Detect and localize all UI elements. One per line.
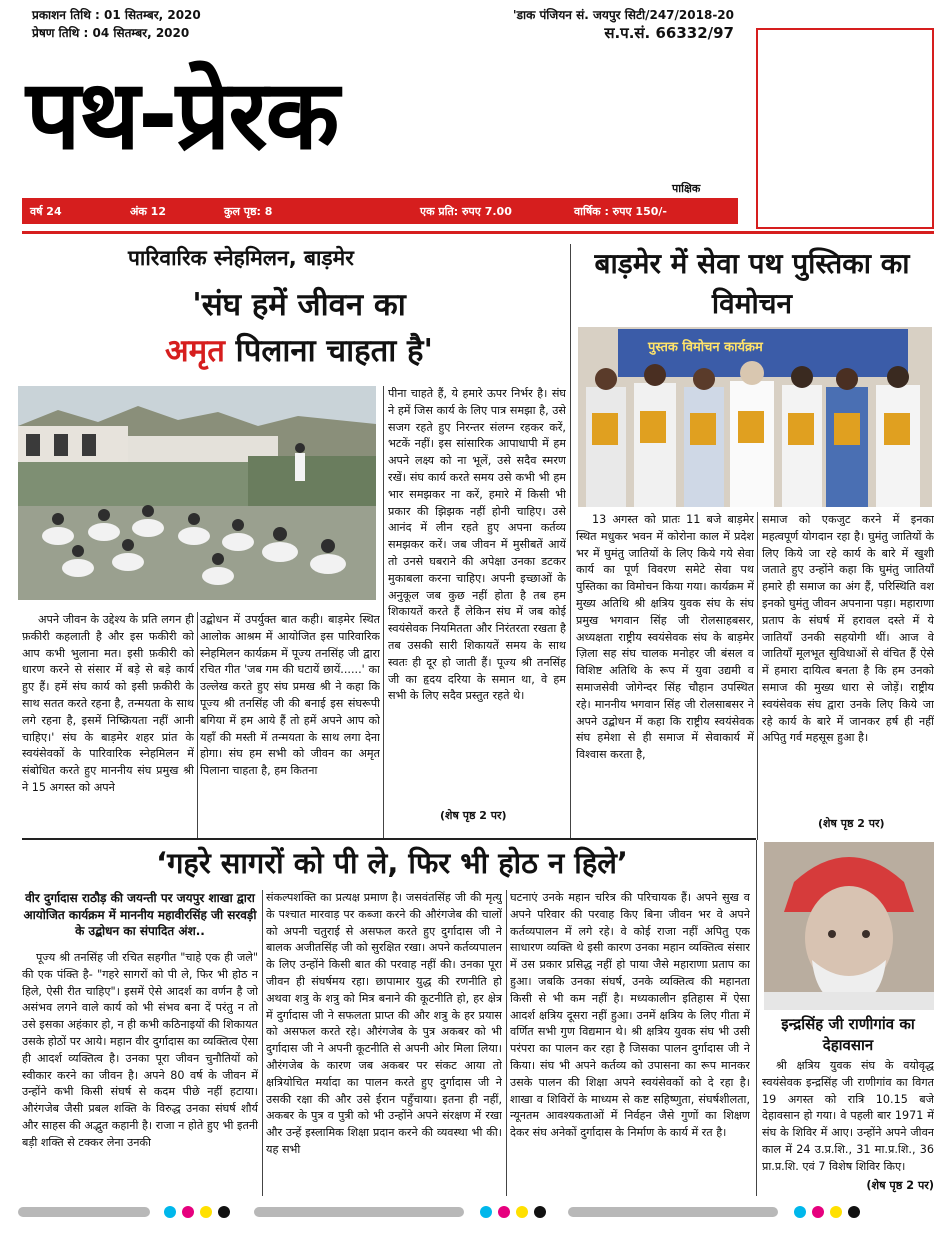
durgadas-headline: ‘गहरे सागरों को पी ले, फिर भी होठ न हिले’	[156, 846, 628, 880]
meeting-photo	[18, 386, 376, 600]
year-label: वर्ष 24	[30, 205, 62, 218]
photo-banner-text: पुस्तक विमोचन कार्यक्रम	[648, 340, 763, 355]
lead-story-column-1: अपने जीवन के उद्देश्य के प्रति लगन ही फ़कीरी कहलाती है और इस फकीरी को आप कभी भुलाना मत। इसी फ़कीरी को धारण करने से संसार में बड़े से बड़े कार्य हुए हैं। हमें संघ कार्य को इसी फ़कीरी के साथ सतत करते रहना है, तन्मयता के साथ लगे रहना है, इसमें निष्क्रियता नहीं आनी चाहिए।' संघ के बाड़मेर शहर प्रांत के स्वयंसेवकों के पारिवारिक स्नेहमिलन में संबोधित करते हुए माननीय संघ प्रमुख श्री ने 15 अगस्त को अपने	[22, 613, 194, 794]
address-stamp-box	[756, 28, 934, 229]
release-headline: बाड़मेर में सेवा पथ पुस्तिका का विमोचन	[594, 247, 910, 320]
annual-price: वार्षिक : रुपए 150/-	[574, 205, 667, 218]
frequency-label: पाक्षिक	[672, 182, 701, 195]
book-release-photo-image	[578, 327, 932, 507]
obituary-continued-note: (शेष पृष्ठ 2 पर)	[866, 1178, 934, 1192]
lead-continued-note: (शेष पृष्ठ 2 पर)	[440, 809, 507, 822]
obituary-body: श्री क्षत्रिय युवक संघ के वयोवृद्ध स्वयंसेवक इन्द्रसिंह जी राणीगांव का विगत 19 अगस्त को रात्रि 10.15 बजे देहावसान हो गया। वे पहली बार 1971 में संघ के शिविर में आए। उन्होंने अपने जीवन काल में 24 उ.प्र.शि., 31 मा.प्र.शि., 36 प्रा.प्र.शि. एवं 7 विशेष शिविर किए।	[762, 1059, 934, 1173]
rni-number: स.प.सं. 66332/97	[604, 24, 734, 42]
column-divider	[197, 612, 198, 840]
single-copy-price: एक प्रति: रुपए 7.00	[420, 205, 512, 218]
lead-headline-line2	[44, 328, 554, 374]
pages-label: कुल पृष्ठ: 8	[224, 205, 273, 218]
newspaper-title: पथ-प्रेरक	[26, 59, 338, 171]
cyan-dot	[164, 1206, 176, 1218]
durgadas-column-2: संकल्पशक्ति का प्रत्यक्ष प्रमाण है। जसवंतसिंह जी की मृत्यु के पश्चात मारवाड़ पर कब्जा करने की औरंगजेब की चालों को अपनी चतुराई से असफल करते हुए दुर्गादास जी ने बालक अजीतसिंह जी को सुरक्षित रखा। अपने कर्तव्यपालन के लिए उन्होंने किसी बात की परवाह नहीं की। उनका पूरा जीवन ही संघर्षमय रहा। छापामार युद्ध की रणनीति हो अथवा शत्रु के शत्रु को मित्र बनाने की कूटनीति हो, हर क्षेत्र में दुर्गादास जी ने सफलता प्राप्त की और शत्रु के हर प्रयास को असफल करते रहे। औरंगजेब के पुत्र अकबर को भी दुर्गादास जी ने अपनी कूटनीति से अपनी ओर मिला लिया। औरंगजेब के कारण जब अकबर पर संकट आया तो क्षत्रियोचित मर्यादा का पालन करते हुए दुर्गादास जी ने उसकी रक्षा की और उसे ईरान पहुँचाया। इतना ही नहीं, अकबर के पुत्र व पुत्री को भी उन्होंने अपने संरक्षण में रखा और उन्हें इस्लामिक शिक्षा प्रदान करने की व्यवस्था भी की। यह सभी	[266, 891, 502, 1156]
release-continued-note: (शेष पृष्ठ 2 पर)	[818, 817, 885, 830]
lead-story-column-3: पीना चाहते हैं, ये हमारे ऊपर निर्भर है। संघ ने हमें जिस कार्य के लिए पात्र समझा है, उसे सजग रहते हुए निरन्तर संलग्न रहकर करें, भटकें नहीं। इस सांसारिक आपाधापी में हम अपने लक्ष्य को ना भूलें, उसे सदैव स्मरण रखें। संघ कार्य करते समय उसे कभी भी हम भार समझकर ना करें, हमारे में किसी भी प्रकार की झिझक नहीं होनी चाहिए। उसे आनंद में लीन रहते हुए अपना कर्तव्य समझकर करें। जब जीवन में मुसीबतें आयें तो उनसे घबराने की अपेक्षा उनका डटकर मुकाबला करना चाहिए। अपनी इच्छाओं के अनुकूल जब कुछ नहीं होता है तब हम शिकायतें करते हैं लेकिन संघ में जब कोई स्वयंसेवक नियमितता और निरंतरता रखता है तब उसकी सारी शिकायतें समय के साथ स्वतः ही दूर हो जाती हैं। पूज्य श्री तनसिंह जी का हृदय दरिया के समान था, वे हम सभी के लिए सदैव प्रस्तुत रहते थे।	[388, 387, 566, 703]
magenta-dot	[498, 1206, 510, 1218]
portrait-photo	[764, 842, 934, 1010]
black-dot	[848, 1206, 860, 1218]
column-divider	[506, 890, 507, 1196]
column-divider	[570, 244, 571, 840]
footer-pill	[568, 1207, 778, 1217]
book-release-photo	[578, 327, 932, 507]
column-divider	[383, 386, 384, 840]
masthead-divider	[22, 231, 934, 234]
lead-headline-rest: पिलाना चाहता है'	[224, 333, 434, 369]
magenta-dot	[812, 1206, 824, 1218]
registration-block	[506, 6, 734, 42]
release-story-column-2: समाज को एकजुट करने में इनका महत्वपूर्ण योगदान रहा है। घुमंतु जातियों के लिए किये जा रहे कार्य के बारे में खुशी जताते हुए उन्होंने कहा कि घुमंतु जातियाँ हमारे ही समाज का अंग हैं, परिस्थिति वश इनको घुमंतु जीवन अपनाना पड़ा। महाराणा प्रताप के संघर्ष में हरावल दस्ते में ये जातियाँ उनकी सहयोगी थीं। आज वे जातियाँ मूलभूत सुविधाओं से वंचित हैं ऐसे में हमारा दायित्व बनता है कि हम उनको समाज की मुख्य धारा से जोड़ें। राष्ट्रीय स्वयंसेवक संघ द्वारा उनके लिए किये जा रहे कार्य के बारे में जानकर हर्ष ही नहीं अपितु गर्व महसूस हुआ है।	[762, 513, 934, 745]
obituary-caption: इन्द्रसिंह जी राणीगांव का देहावसान	[781, 1015, 915, 1054]
magenta-dot	[182, 1206, 194, 1218]
lead-headline	[44, 282, 554, 374]
yellow-dot	[200, 1206, 212, 1218]
black-dot	[534, 1206, 546, 1218]
dispatch-date: प्रेषण तिथि : 04 सितम्बर, 2020	[32, 26, 190, 40]
issue-info-bar	[22, 198, 738, 224]
issue-label: अंक 12	[130, 205, 166, 218]
portrait-photo-image	[764, 842, 934, 1010]
yellow-dot	[516, 1206, 528, 1218]
cyan-dot	[480, 1206, 492, 1218]
date-block	[32, 6, 201, 42]
release-story-column-1: 13 अगस्त को प्रातः 11 बजे बाड़मेर स्थित मधुकर भवन में कोरोना काल में प्रदेश भर में घुमंतु जातियों के लिए किये गये सेवा कार्य का पूर्ण विवरण समेटे सेवा पथ पुस्तिका का विमोचन किया गया। कार्यक्रम में मुख्य अतिथि श्री क्षत्रिय युवक संघ के संघ प्रमुख भगवान सिंह जी रोलसाहबसर, अध्यक्षता राष्ट्रीय स्वयंसेवक संघ के बाड़मेर ज़िला सह संघ चालक मनोहर जी बंसल व विशिष्ट अतिथि के रूप में युवा उद्यमी व समाजसेवी जोगेन्दर सिंह चौहान उपस्थित रहे। माननीय भगवान सिंह जी रोलसाबसर ने अपने उद्बोधन में कहा कि राष्ट्रीय स्वयंसेवक संघ हमेशा से ही समाज में सेवाकार्य में विश्वास करता है,	[576, 513, 754, 762]
obituary-text	[762, 1058, 934, 1194]
black-dot	[218, 1206, 230, 1218]
durgadas-intro: वीर दुर्गादास राठौड़ की जयन्ती पर जयपुर शाखा द्वारा आयोजित कार्यक्रम में माननीय महावीरसिंह जी सरवड़ी के उद्बोधन का संपादित अंश..	[23, 891, 257, 938]
postal-registration: 'डाक पंजियन सं. जयपुर सिटी/247/2018-20	[512, 8, 734, 22]
footer-pill	[18, 1207, 150, 1217]
lead-headline-line1: 'संघ हमें जीवन का	[192, 287, 406, 323]
column-divider	[756, 840, 757, 1196]
page-footer-bar	[18, 1204, 934, 1220]
column-divider	[757, 512, 758, 840]
column-divider	[262, 890, 263, 1196]
durgadas-column-3: घटनाएं उनके महान चरित्र की परिचायक हैं। अपने सुख व अपने परिवार की परवाह किए बिना जीवन भर वे अपने कर्तव्यपालन में लगे रहे। वे कोई राजा नहीं अपितु एक साधारण व्यक्ति थे इसी कारण उनका महान व्यक्तित्व संसार में उस प्रकार प्रसिद्ध नहीं हो पाया जैसे महाराणा प्रताप का हुआ। जबकि उनका संघर्ष, उनके व्यक्तित्व की महानता किसी से भी कम नहीं है। मध्यकालीन इतिहास में ऐसा आदर्श क्षत्रिय दूसरा नहीं हुआ। उनमें क्षत्रिय के लिए गीता में वर्णित सभी गुण विद्यमान थे। श्री क्षत्रिय युवक संघ भी उसी परंपरा का पालन कर रहा है जिसका पालन दुर्गादास जी ने किया। संघ भी अपने कर्तव्य को उपासना का रूप मानकर उसके पालन की शिक्षा अपने स्वयंसेवकों को दे रहा है। शाखा व शिविरों के माध्यम से कष्ट सहिष्णुता, संघर्षशीलता, न्यूनतम आवश्यकताओं में निर्वहन जैसे गुणों का शिक्षण देकर संघ अनेकों दुर्गादास के निर्माण के कार्य में रत है।	[510, 891, 750, 1140]
lead-headline-highlight: अमृत	[164, 333, 225, 369]
meeting-photo-image	[18, 386, 376, 600]
publish-date: प्रकाशन तिथि : 01 सितम्बर, 2020	[32, 8, 201, 22]
lead-kicker: पारिवारिक स्नेहमिलन, बाड़मेर	[128, 246, 354, 270]
footer-pill	[254, 1207, 464, 1217]
yellow-dot	[830, 1206, 842, 1218]
lead-story-column-2: उद्बोधन में उपर्युक्त बात कही। बाड़मेर स्थित आलोक आश्रम में आयोजित इस पारिवारिक स्नेहमिलन कार्यक्रम में पूज्य तनसिंह जी द्वारा रचित गीत 'जब गम की घटायें छायें......' का उल्लेख करते हुए संघ प्रमख श्री ने कहा कि पूज्य श्री तनसिंह जी की बनाई इस संघरूपी बगिया में हम आये हैं तो हमें अपने आप को यहाँ की मस्ती में तन्मयता के साथ लगा देना होगा। संघ हम सभी को जीवन का अमृत पिलाना चाहता है, हम कितना	[200, 613, 380, 778]
durgadas-column-1: पूज्य श्री तनसिंह जी रचित सहगीत "चाहे एक ही जले" की एक पंक्ति है- "गहरे सागरों को पी ले, फिर भी होठ न हिले, ऐसी रीत चाहिए"। इसमें ऐसे आदर्श का वर्णन है जो असंभव लगने वाले कार्य को भी संभव बना दें परंतु न तो उसे इसका अहंकार हो, न ही कभी कठिनाइयों की शिकायत उसके होठों पर आये। महान वीर दुर्गादास का व्यक्तित्व ऐसा ही आदर्श व्यक्तित्व है। उनका पूरा जीवन चुनौतियों को स्वीकार करने का जीवन है। अपने 80 वर्ष के जीवन में उन्होंने कभी किसी संघर्ष से कदम पीछे नहीं हटाया। औरंगजेब जैसी प्रबल शक्ति के विरुद्ध उनका संघर्ष शौर्य और साहस की अद्भुत कहानी है। राजा न होते हुए भी इतनी बड़ी शक्ति से टक्कर लेना उनकी	[22, 951, 258, 1149]
cyan-dot	[794, 1206, 806, 1218]
